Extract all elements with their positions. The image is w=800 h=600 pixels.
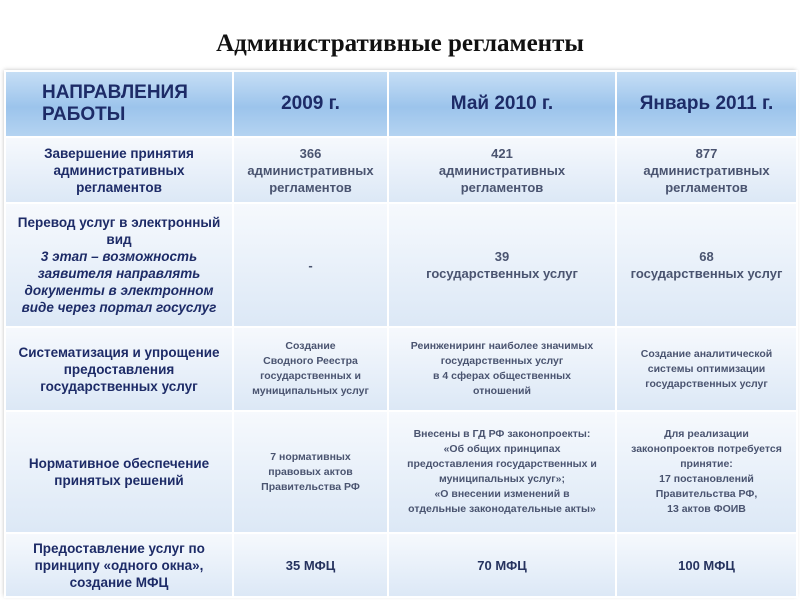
cell-line: отдельные законодательные акты» — [408, 503, 596, 515]
cell-jan-2011 — [616, 137, 797, 203]
table-row — [5, 327, 797, 411]
row-label-line: вид — [106, 232, 132, 247]
cell-line: Создание аналитической — [640, 347, 773, 360]
regulations-table — [4, 70, 796, 596]
cell-2009 — [233, 203, 388, 327]
cell-line: регламентов — [460, 179, 544, 195]
cell-line: 7 нормативных — [270, 450, 351, 463]
row-label-line: принятых решений — [54, 473, 184, 488]
row-label-line: Перевод услуг в электронный — [17, 215, 221, 230]
cell-line: 877 — [695, 145, 718, 161]
row-label-line: Завершение принятия — [44, 145, 194, 161]
table-row — [5, 533, 797, 597]
cell-line: отношений — [473, 385, 531, 397]
row-label-line: регламентов — [76, 179, 162, 195]
cell-2009 — [233, 327, 388, 411]
header-2009: 2009 г. — [233, 71, 388, 137]
cell-may-2010 — [388, 203, 616, 327]
cell-may-2010 — [388, 137, 616, 203]
header-directions-line: РАБОТЫ — [42, 104, 126, 125]
cell-2009 — [233, 533, 388, 597]
cell-line: Правительства РФ — [261, 480, 360, 493]
cell-jan-2011 — [616, 533, 797, 597]
cell-may-2010 — [388, 327, 616, 411]
cell-line: 35 МФЦ — [285, 557, 336, 573]
cell-line: «Об общих принципах — [443, 443, 561, 455]
cell-line: Правительства РФ, — [655, 488, 758, 500]
row-label-italic-line: виде через портал госуслуг — [21, 300, 217, 315]
cell-line: Реинжениринг наиболее значимых — [410, 340, 594, 352]
cell-line: государственных услуг — [440, 355, 564, 367]
table-row — [5, 137, 797, 203]
row-label-line: предоставления — [63, 361, 175, 377]
cell-line: государственных услуг — [645, 377, 768, 390]
cell-line: муниципальных услуг — [252, 385, 369, 397]
row-label-line: государственных услуг — [40, 378, 198, 394]
table-row — [5, 411, 797, 533]
table-header-row — [5, 71, 797, 137]
cell-line: законопроектов потребуется — [631, 443, 782, 455]
row-label — [5, 411, 233, 533]
row-label-line: Систематизация и упрощение — [18, 344, 220, 360]
cell-line: 17 постановлений — [659, 473, 754, 485]
cell-line: 39 — [494, 249, 510, 264]
row-label-line: Нормативное обеспечение — [28, 456, 210, 471]
header-jan-2011: Январь 2011 г. — [616, 71, 797, 137]
cell-line: Внесены в ГД РФ законопроекты: — [413, 428, 591, 440]
cell-may-2010 — [388, 533, 616, 597]
cell-line: административных — [643, 162, 770, 178]
row-label-italic-line: заявителя направлять — [37, 266, 201, 281]
header-directions-line: НАПРАВЛЕНИЯ — [42, 82, 188, 103]
row-label-line: создание МФЦ — [69, 574, 169, 590]
cell-jan-2011 — [616, 327, 797, 411]
row-label — [5, 533, 233, 597]
cell-line: 13 актов ФОИВ — [667, 503, 746, 515]
cell-line: в 4 сферах общественных — [433, 370, 571, 382]
cell-line: муниципальных услуг»; — [438, 473, 566, 485]
cell-line: Сводного Реестра — [263, 355, 358, 367]
row-label-line: принципу «одного окна», — [34, 557, 204, 573]
cell-line: Создание — [285, 340, 336, 352]
row-label-line: административных — [53, 162, 185, 178]
row-label — [5, 203, 233, 327]
row-label-italic-line: 3 этап – возможность — [40, 249, 198, 264]
row-label — [5, 327, 233, 411]
cell-line: правовых актов — [268, 465, 353, 478]
cell-2009 — [233, 411, 388, 533]
cell-line: принятие: — [680, 458, 733, 470]
page-title: Административные регламенты — [216, 30, 584, 57]
cell-line: 70 МФЦ — [477, 557, 527, 573]
row-label-line: Предоставление услуг по — [33, 540, 205, 556]
header-directions — [5, 71, 233, 137]
cell-line: 366 — [299, 145, 322, 161]
cell-line: регламентов — [269, 179, 352, 195]
cell-line: административных — [247, 162, 374, 178]
cell-line: 100 МФЦ — [678, 557, 735, 573]
cell-line: административных — [438, 162, 566, 178]
cell-line: системы оптимизации — [647, 362, 766, 375]
cell-line: 68 — [699, 249, 714, 264]
cell-jan-2011 — [616, 411, 797, 533]
header-may-2010: Май 2010 г. — [388, 71, 616, 137]
cell-line: 421 — [491, 145, 513, 161]
table-row — [5, 203, 797, 327]
row-label-italic-line: документы в электронном — [24, 283, 214, 298]
row-label — [5, 137, 233, 203]
cell-line: Для реализации — [664, 428, 749, 440]
cell-may-2010 — [388, 411, 616, 533]
cell-line: государственных услуг — [426, 266, 578, 281]
cell-line: предоставления государственных и — [407, 458, 597, 470]
cell-jan-2011 — [616, 203, 797, 327]
cell-line: государственных услуг — [630, 266, 783, 281]
cell-2009 — [233, 137, 388, 203]
cell-line: регламентов — [665, 179, 748, 195]
cell-line: государственных и — [260, 370, 361, 382]
cell-line: - — [308, 257, 313, 273]
cell-line: «О внесении изменений в — [434, 488, 570, 500]
